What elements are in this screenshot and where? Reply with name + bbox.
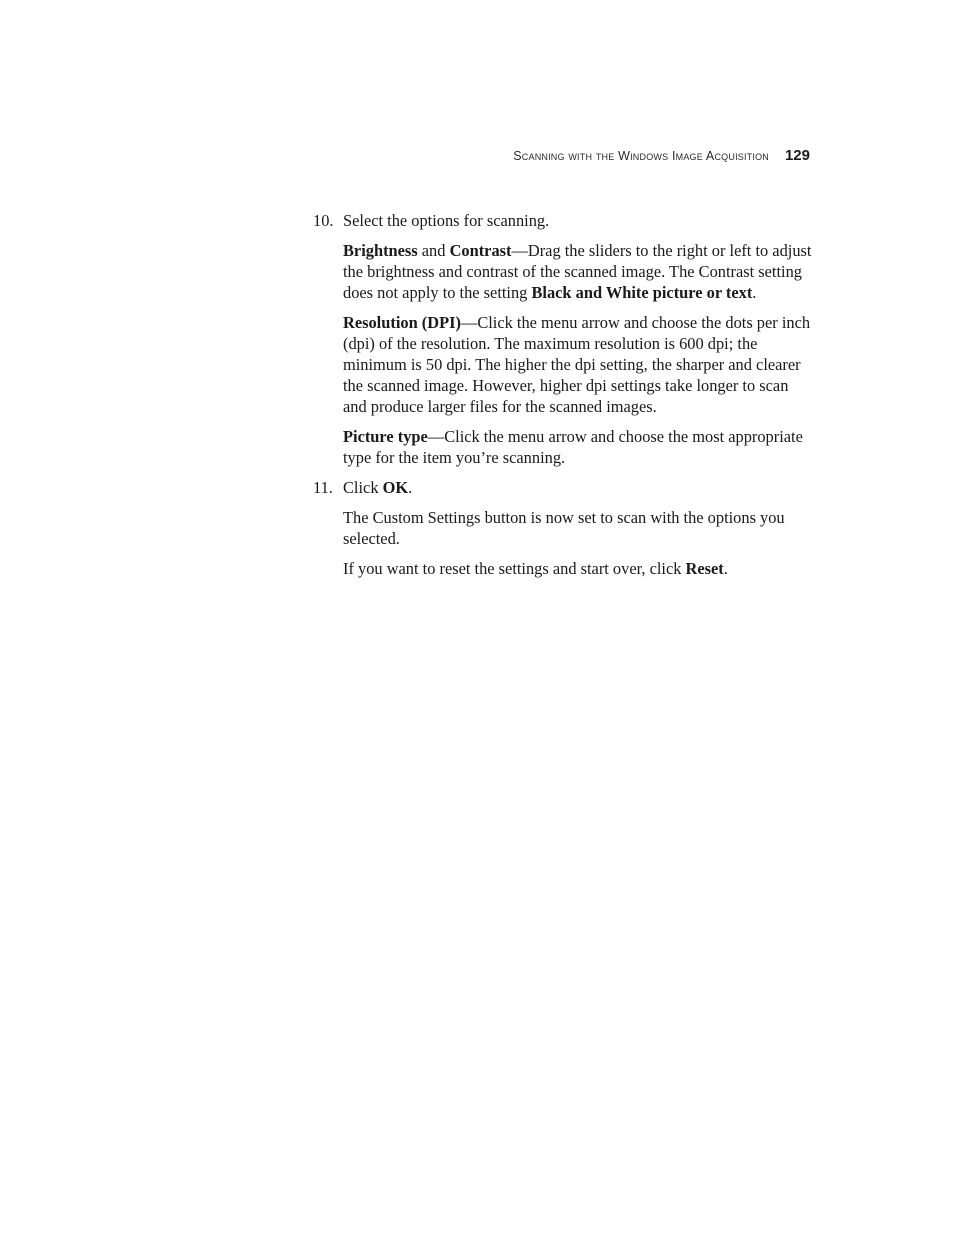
resolution-term: Resolution (DPI)	[343, 313, 461, 332]
reset-paragraph	[343, 558, 813, 579]
period: .	[723, 559, 728, 578]
page-number: 129	[784, 147, 810, 164]
brightness-contrast-option	[343, 240, 813, 303]
contrast-term: Contrast	[449, 241, 512, 260]
step-text: Select the options for scanning.	[343, 211, 550, 230]
page-body	[313, 210, 813, 588]
picture-type-option	[343, 426, 813, 468]
step-number: 11.	[313, 478, 333, 497]
period: .	[408, 478, 413, 497]
picture-type-description: —Click the menu arrow and choose the most appropriate type for the item you’re scanning.	[343, 427, 803, 467]
step-11	[313, 477, 813, 498]
step-10	[313, 210, 813, 231]
brightness-description: —Drag the sliders to the right or left to adjust the brightness and contrast of the scanned image. The Contrast setting does not apply to the setting	[343, 241, 812, 302]
picture-type-term: Picture type	[343, 427, 428, 446]
period: .	[752, 283, 757, 302]
reset-term: Reset	[685, 559, 724, 578]
result-paragraph: The Custom Settings button is now set to scan with the options you selected.	[343, 508, 785, 548]
ok-term: OK	[382, 478, 409, 497]
step-number: 10.	[313, 211, 334, 230]
reset-text: If you want to reset the settings and start over, click	[343, 559, 686, 578]
black-white-setting: Black and White picture or text	[531, 283, 753, 302]
joiner-text: and	[417, 241, 450, 260]
brightness-term: Brightness	[343, 241, 418, 260]
resolution-option	[343, 312, 813, 417]
step-text: Click	[343, 478, 383, 497]
chapter-title: Scanning with the Windows Image Acquisition	[513, 149, 769, 163]
running-header	[380, 147, 810, 171]
resolution-description: —Click the menu arrow and choose the dots per inch (dpi) of the resolution. The maximum resolution is 600 dpi; the minimum is 50 dpi. The higher the dpi setting, the sharper and clearer the scanned image. However, higher dpi settings take longer to scan and produce larger files for the scanned images.	[343, 313, 811, 416]
